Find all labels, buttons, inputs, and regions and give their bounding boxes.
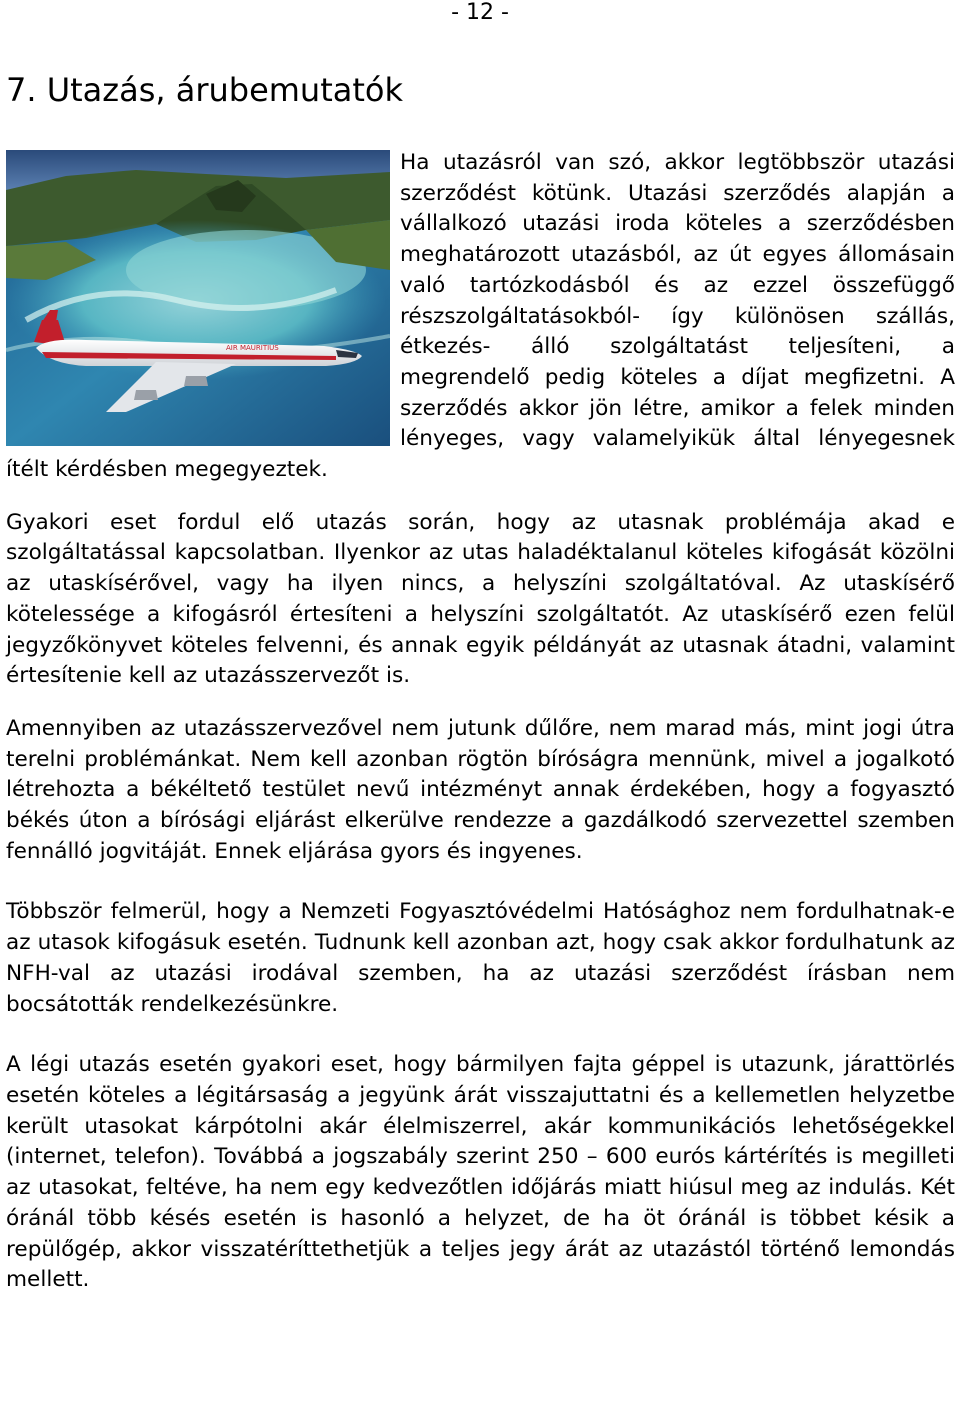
livery-text: AIR MAURITIUS <box>226 344 279 352</box>
body-text <box>6 148 955 1296</box>
paragraph-5: A légi utazás esetén gyakori eset, hogy bármilyen fajta géppel is utazunk, járattörlés esetén köteles a légitársaság a jegyünk árát visszajuttatni és a kellemetlen helyzetbe került utasokat kárpótolni akár élelmiszerrel, akár kommunikációs lehetőségekkel (internet, telefon). Továbbá a jogszabály szerint 250 – 600 eurós kártérítés is megilleti az utasokat, feltéve, ha nem egy kedvezőtlen időjárás miatt hiúsul meg az indulás. Két óránál több késés esetén is hasonló a helyzet, de ha öt óránál is többet késik a repülőgép, akkor visszatéríttethetjük a teljes jegy árát az utazástól történő lemondás mellett. <box>6 1052 955 1293</box>
paragraph-4: Többször felmerül, hogy a Nemzeti Fogyasztóvédelmi Hatósághoz nem fordulhatnak-e az utasok kifogásuk esetén. Tudnunk kell azonban azt, hogy csak akkor fordulhatunk az NFH-val az utazási irodával szemben, ha az utazási szerződést írásban nem bocsátották rendelkezésünkre. <box>6 899 955 1017</box>
airplane-over-island-photo <box>6 150 390 446</box>
paragraph-3: Amennyiben az utazásszervezővel nem jutunk dűlőre, nem marad más, mint jogi útra terelni problémánkat. Nem kell azonban rögtön bíróságra mennünk, mivel a jogalkotó létrehozta a békéltető testület nevű intézményt annak érdekében, hogy a fogyasztó békés úton a bírósági eljárást elkerülve rendezze a gazdálkodó szervezettel szemben fennálló jogvitáját. Ennek eljárása gyors és ingyenes. <box>6 715 955 864</box>
paragraph-1: Ha utazásról van szó, akkor legtöbbször utazási szerződést kötünk. Utazási szerződés alapján a vállalkozó utazási iroda köteles a szerződésben meghatározott utazásból, az út egyes állomásain való tartózkodásból és az ezzel összefüggő részszolgáltatásokból- így különösen szállás, étkezés- álló szolgáltatást teljesíteni, a megrendelő pedig köteles a díjat megfizetni. A szerződés akkor jön létre, amikor a felek minden lényeges, vagy valamelyikük által lényegesnek ítélt kérdésben megegyeztek. <box>6 150 955 483</box>
paragraph-2: Gyakori eset fordul elő utazás során, hogy az utasnak problémája akad e szolgáltatással kapcsolatban. Ilyenkor az utas haladéktalanul köteles kifogását közölni az utaskísérővel, vagy ha ilyen nincs, a helyszíni szolgáltatóval. Az utaskísérő kötelessége a kifogásról értesíteni a helyszíni szolgáltatót. Az utaskísérő ezen felül jegyzőkönyvet köteles felvenni, és annak egyik példányát az utasnak átadni, valamint értesítenie kell az utazásszervezőt is. <box>6 509 955 689</box>
page-number: - 12 - <box>451 0 509 25</box>
photo-illustration <box>6 150 390 446</box>
chapter-title: 7. Utazás, árubemutatók <box>6 71 404 109</box>
